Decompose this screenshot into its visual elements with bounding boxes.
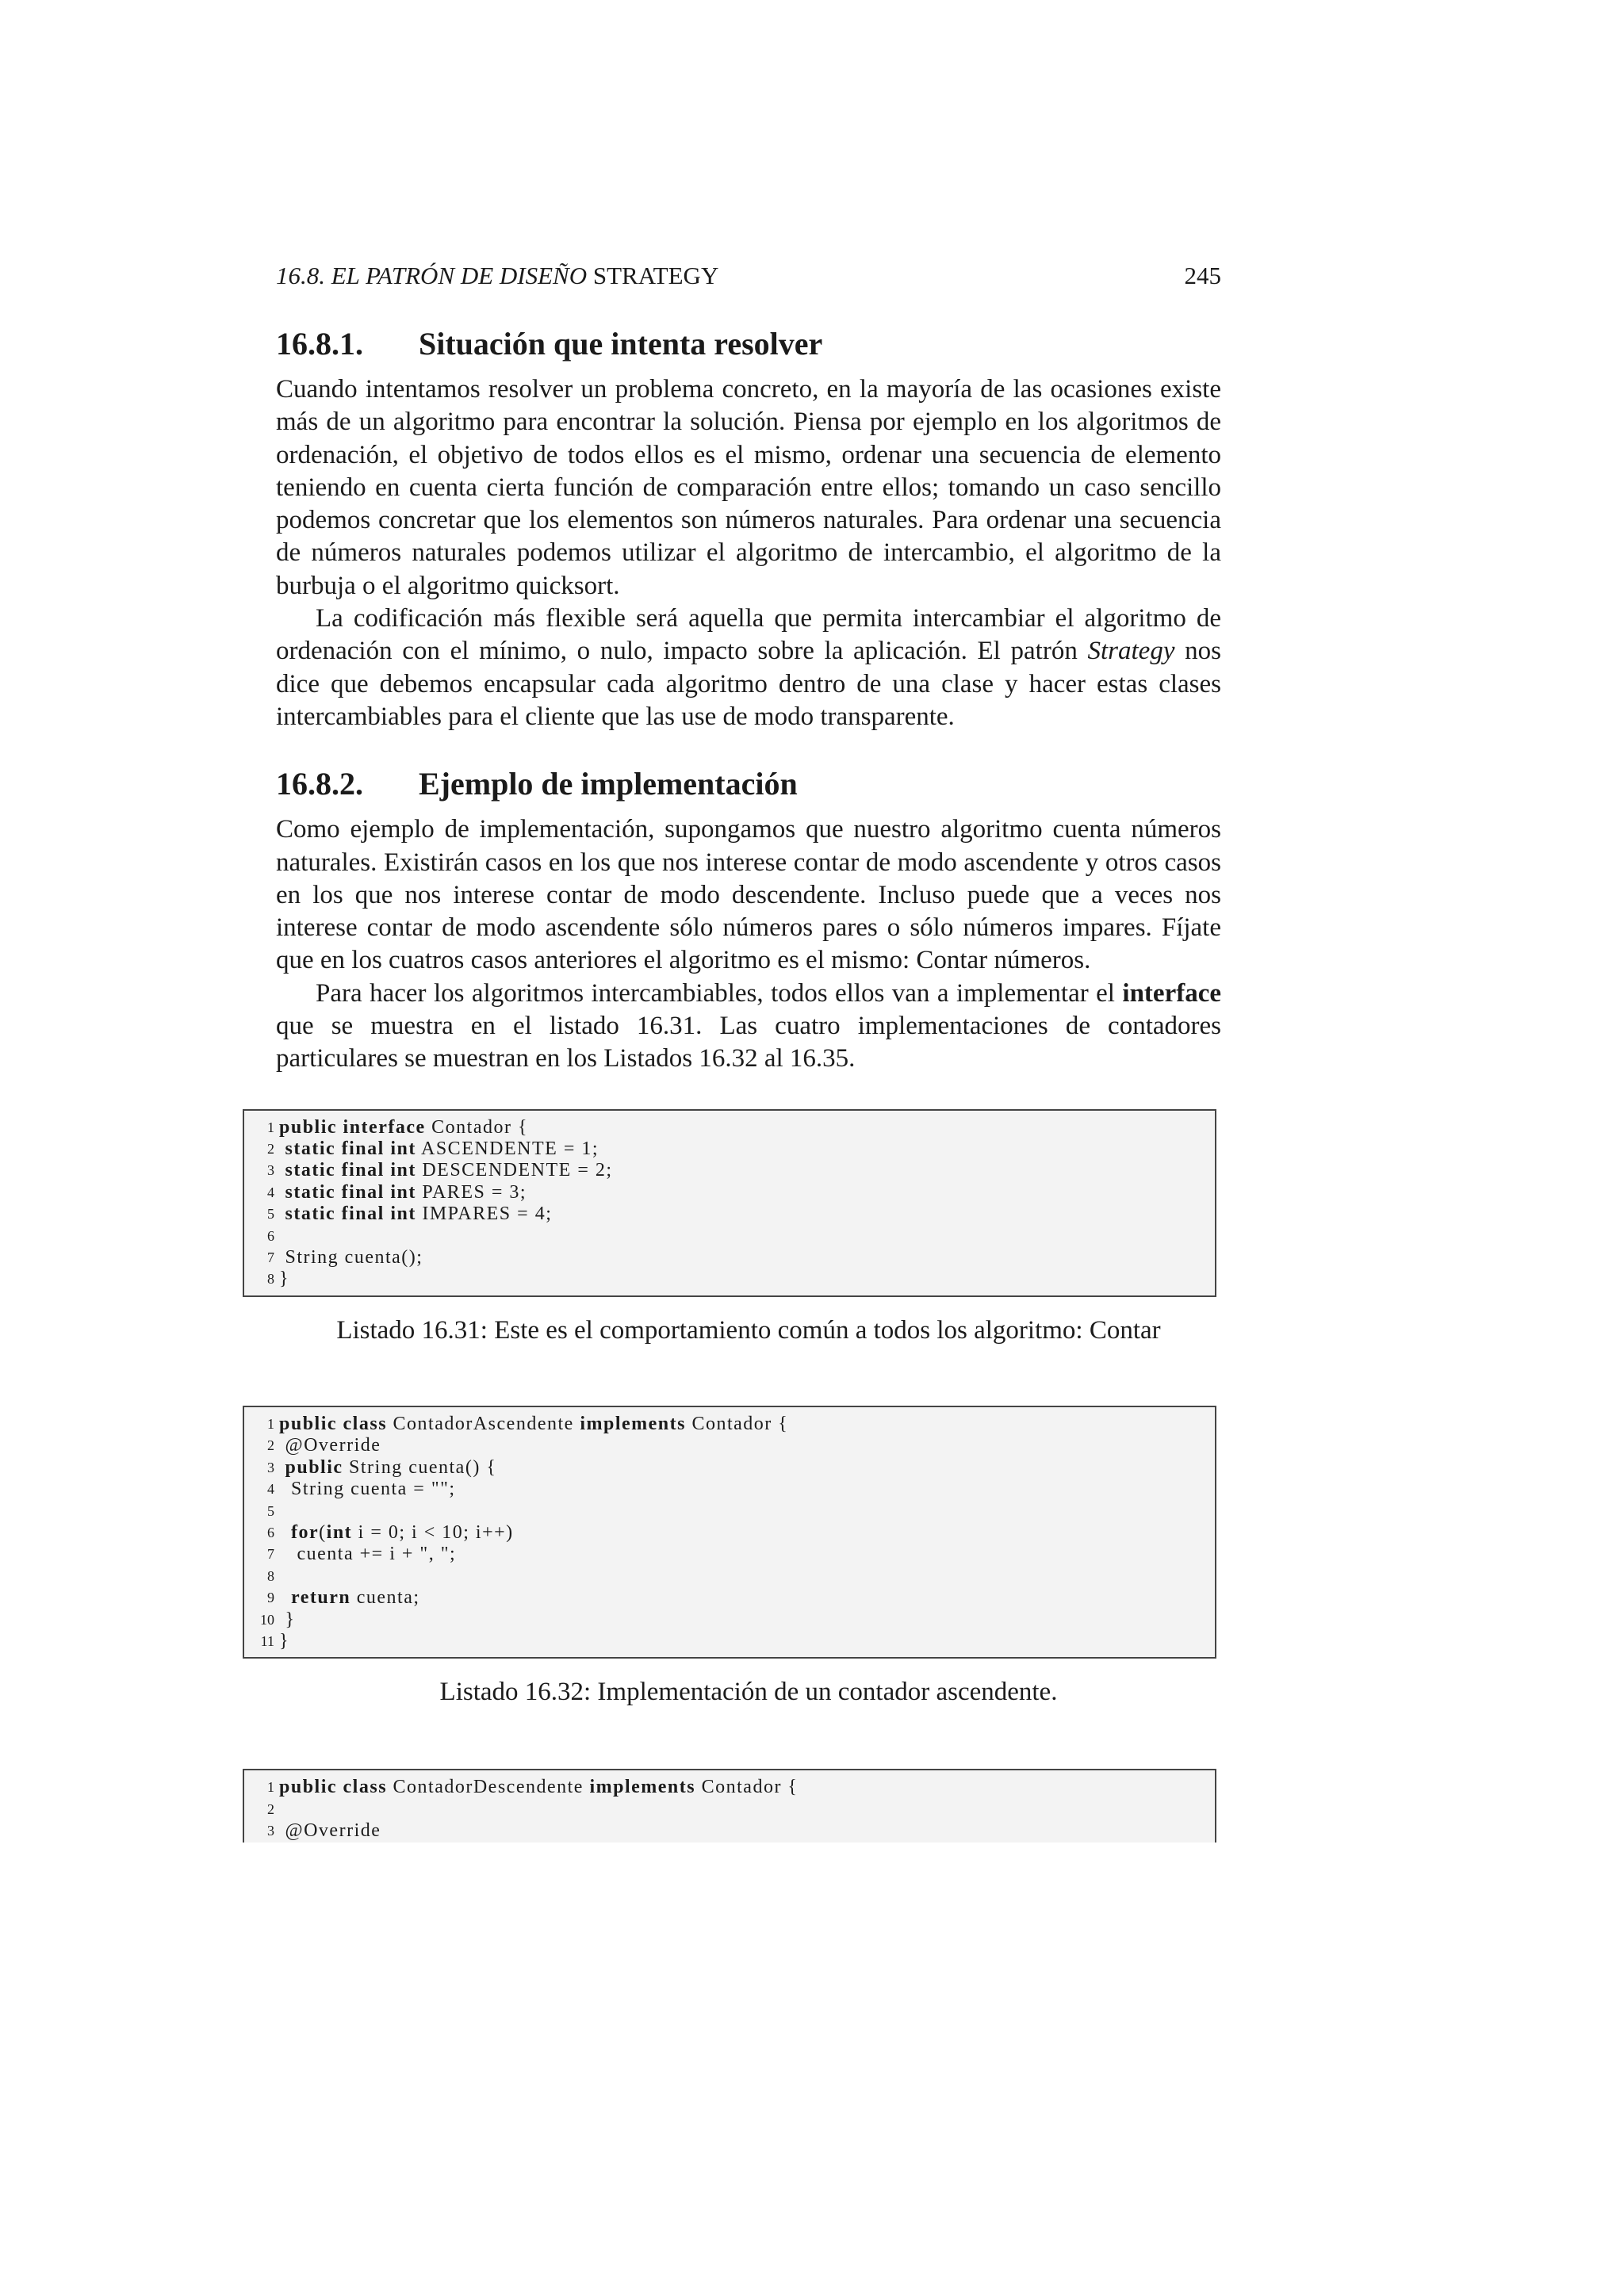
- line-number: 4: [267, 1481, 274, 1498]
- code-line: [244, 1160, 1215, 1181]
- code-line: [244, 1522, 1215, 1544]
- code-text: }: [279, 1269, 290, 1290]
- code-text: static final int DESCENDENTE = 2;: [285, 1160, 613, 1181]
- section-title: Situación que intenta resolver: [419, 326, 823, 362]
- code-text: String cuenta = "";: [279, 1479, 456, 1500]
- code-line: [244, 1435, 1215, 1456]
- code-text: }: [279, 1630, 290, 1651]
- line-number: 7: [267, 1249, 274, 1266]
- code-line: [244, 1544, 1215, 1565]
- section-heading-2: [276, 765, 1221, 802]
- code-text: }: [279, 1609, 296, 1630]
- page: [260, 262, 1221, 1843]
- code-text: public class ContadorDescendente implements Contador {: [279, 1777, 799, 1798]
- line-number: 6: [267, 1227, 274, 1244]
- code-text: return cuenta;: [291, 1587, 420, 1609]
- line-number: 1: [267, 1779, 274, 1796]
- code-text: String cuenta();: [279, 1247, 423, 1269]
- code-text: @Override: [279, 1820, 381, 1842]
- running-head-title: 16.8. EL PATRÓN DE DISEÑO STRATEGY: [276, 262, 719, 289]
- line-number: 1: [267, 1415, 274, 1432]
- paragraph: La codificación más flexible será aquella que permita intercambiar el algoritmo de ordenación con el mínimo, o nulo, impacto sobre la aplicación. El patrón Strategy nos dice que debemos encapsular cada algoritmo dentro de una clase y hacer estas clases intercambiables para el cliente que las use de modo transparente.: [276, 604, 1221, 731]
- code-line: [244, 1566, 1215, 1587]
- line-number: 4: [267, 1184, 274, 1200]
- paragraph: Como ejemplo de implementación, supongamos que nuestro algoritmo cuenta números naturales. Existirán casos en los que nos interese contar de modo ascendente y otros casos en los que nos interese contar de modo descendente. Incluso puede que a veces nos interese contar de modo ascendente sólo números pares o sólo números impares. Fíjate que en los cuatros casos anteriores el algoritmo es el mismo: Contar números.: [276, 815, 1221, 975]
- emphasis: Strategy: [1087, 637, 1175, 666]
- listing-caption: Listado 16.32: Implementación de un contador ascendente.: [439, 1678, 1058, 1707]
- line-number: 5: [267, 1206, 274, 1223]
- code-line: [244, 1117, 1215, 1138]
- line-number: 2: [267, 1800, 274, 1817]
- code-line: [244, 1609, 1215, 1631]
- code-line: [244, 1226, 1215, 1247]
- line-number: 9: [267, 1590, 274, 1606]
- running-head: [276, 262, 1221, 298]
- section-number: 16.8.1.: [276, 326, 363, 362]
- code-line: [244, 1501, 1215, 1522]
- line-number: 8: [267, 1271, 274, 1288]
- code-text: static final int PARES = 3;: [285, 1181, 527, 1203]
- code-line: [244, 1777, 1215, 1798]
- code-line: [244, 1247, 1215, 1269]
- line-number: 7: [267, 1546, 274, 1563]
- code-listing-16-31: [243, 1109, 1216, 1297]
- code-line: [244, 1799, 1215, 1820]
- code-text: public class ContadorAscendente implements Contador {: [279, 1413, 789, 1434]
- code-line: [244, 1182, 1215, 1203]
- code-line: [244, 1269, 1215, 1290]
- code-line: [244, 1820, 1215, 1842]
- line-number: 6: [267, 1524, 274, 1540]
- code-line: [244, 1631, 1215, 1652]
- code-text: public interface Contador {: [279, 1116, 528, 1138]
- code-listing-16-32: [243, 1406, 1216, 1659]
- keyword-interface: interface: [1122, 978, 1221, 1008]
- paragraph: Para hacer los algoritmos intercambiables, todos ellos van a implementar el interface que se muestra en el listado 16.31. Las cuatro implementaciones de contadores particulares se muestran en los Listados 16.32 al 16.35.: [276, 978, 1221, 1073]
- code-line: [244, 1479, 1215, 1500]
- page-number: 245: [1184, 262, 1221, 289]
- code-line: [244, 1203, 1215, 1225]
- listing-caption: Listado 16.31: Este es el comportamiento común a todos los algoritmo: Contar: [336, 1315, 1161, 1345]
- section-heading-1: [276, 325, 1221, 362]
- code-text: for(int i = 0; i < 10; i++): [291, 1521, 514, 1543]
- code-line: [244, 1138, 1215, 1160]
- line-number: 2: [267, 1437, 274, 1454]
- line-number: 10: [260, 1611, 274, 1628]
- section-title: Ejemplo de implementación: [419, 766, 798, 802]
- paragraph: Cuando intentamos resolver un problema concreto, en la mayoría de las ocasiones existe más de un algoritmo para encontrar la solución. Piensa por ejemplo en los algoritmos de ordenación, el objetivo de todos ellos es el mismo, ordenar una secuencia de elemento teniendo en cuenta cierta función de comparación entre ellos; tomando un caso sencillo podemos concretar que los elementos son números naturales. Para ordenar una secuencia de números naturales podemos utilizar el algoritmo de intercambio, el algoritmo de la burbuja o el algoritmo quicksort.: [276, 375, 1221, 600]
- code-listing-16-33: [243, 1769, 1216, 1842]
- code-text: cuenta += i + ", ";: [279, 1544, 457, 1565]
- code-text: static final int ASCENDENTE = 1;: [285, 1138, 599, 1160]
- line-number: 2: [267, 1141, 274, 1158]
- code-text: static final int IMPARES = 4;: [285, 1203, 553, 1225]
- line-number: 11: [260, 1632, 274, 1649]
- line-number: 1: [267, 1119, 274, 1135]
- code-text: public String cuenta() {: [285, 1456, 497, 1478]
- code-line: [244, 1457, 1215, 1479]
- code-text: @Override: [279, 1435, 381, 1456]
- line-number: 8: [267, 1567, 274, 1584]
- line-number: 3: [267, 1162, 274, 1179]
- section-number: 16.8.2.: [276, 766, 363, 802]
- line-number: 5: [267, 1502, 274, 1519]
- code-line: [244, 1414, 1215, 1435]
- line-number: 3: [267, 1459, 274, 1475]
- code-line: [244, 1587, 1215, 1609]
- line-number: 3: [267, 1823, 274, 1839]
